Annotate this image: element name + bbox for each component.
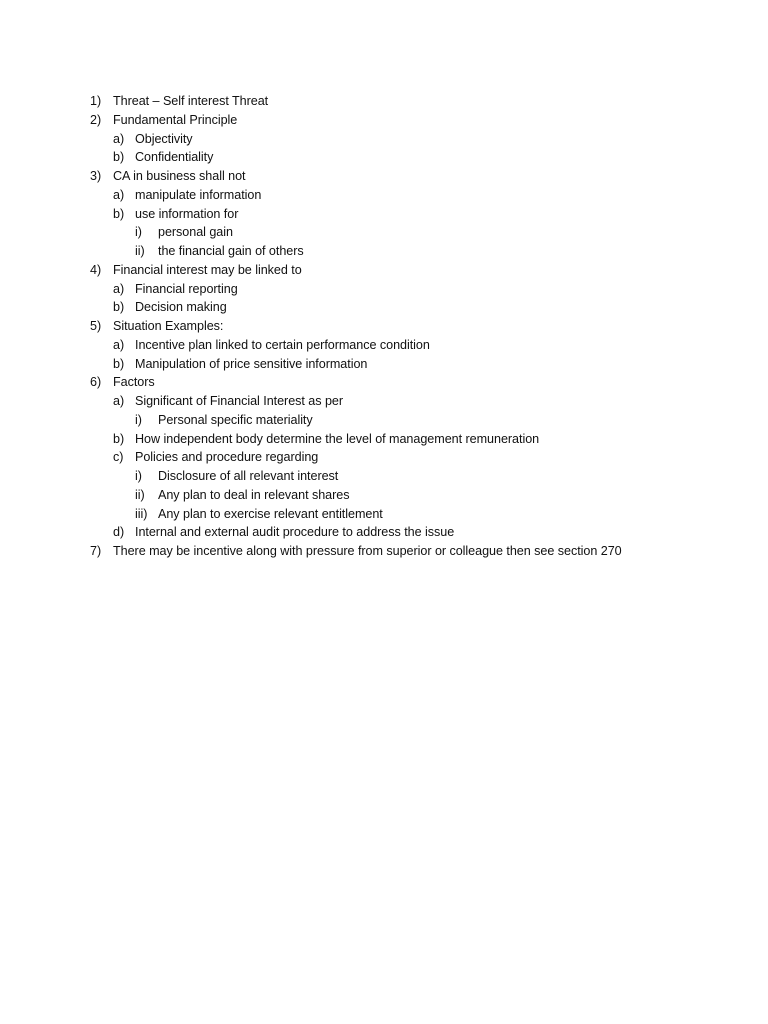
list-item-level-1: [90, 261, 740, 280]
list-marker: a): [113, 394, 125, 408]
list-marker: 3): [90, 169, 102, 183]
list-item-text: Factors: [113, 375, 155, 390]
list-marker: 1): [90, 94, 102, 108]
list-marker: b): [113, 431, 125, 446]
list-item-level-1: [90, 111, 740, 130]
list-marker: c): [113, 450, 124, 465]
list-item-text: How independent body determine the level of management remuneration: [135, 431, 540, 446]
list-marker: a): [113, 337, 125, 352]
list-item-level-2: [90, 448, 740, 467]
list-marker: a): [113, 281, 125, 296]
list-item-text: use information for: [135, 206, 239, 221]
list-item-level-2: [90, 186, 740, 205]
list-item-level-2: [90, 205, 740, 224]
list-item-text: the financial gain of others: [158, 244, 304, 258]
list-item-text: Manipulation of price sensitive information: [135, 356, 368, 371]
list-item-text: Internal and external audit procedure to address the issue: [135, 525, 455, 540]
list-item-text: Decision making: [135, 300, 227, 315]
list-marker: 7): [90, 544, 102, 558]
list-marker: b): [113, 206, 125, 221]
list-item-text: Incentive plan linked to certain performance condition: [135, 337, 430, 352]
list-item-text: Any plan to deal in relevant shares: [158, 487, 350, 502]
list-item-level-2: [90, 392, 740, 411]
list-marker: 6): [90, 375, 102, 390]
list-marker: i): [135, 412, 142, 427]
list-item-text: Significant of Financial Interest as per: [135, 394, 344, 408]
list-item-level-1: [90, 373, 740, 392]
list-marker: i): [135, 225, 142, 240]
list-item-level-3: [90, 467, 740, 486]
list-marker: iii): [135, 506, 148, 521]
list-item-text: manipulate information: [135, 187, 262, 202]
list-item-text: Disclosure of all relevant interest: [158, 469, 339, 483]
list-item-level-2: [90, 130, 740, 149]
list-item-level-2: [90, 280, 740, 299]
list-marker: b): [113, 150, 125, 165]
list-item-level-3: [90, 486, 740, 505]
list-item-level-2: [90, 430, 740, 449]
list-marker: b): [113, 300, 125, 315]
list-marker: a): [113, 131, 125, 146]
list-item-level-2: [90, 523, 740, 542]
list-item-level-2: [90, 336, 740, 355]
list-item-text: Situation Examples:: [113, 319, 224, 333]
list-item-level-1: [90, 542, 740, 561]
list-marker: 2): [90, 112, 102, 127]
list-item-level-2: [90, 355, 740, 374]
list-item-level-1: [90, 92, 740, 111]
list-marker: 5): [90, 319, 102, 333]
outline-list: [90, 92, 740, 561]
list-item-level-3: [90, 505, 740, 524]
list-item-level-3: [90, 411, 740, 430]
list-item-level-2: [90, 148, 740, 167]
list-item-text: Objectivity: [135, 131, 193, 146]
list-item-text: Financial interest may be linked to: [113, 262, 302, 277]
list-item-text: There may be incentive along with pressure from superior or colleague then see section 270: [113, 544, 622, 558]
list-marker: ii): [135, 244, 145, 258]
list-item-level-1: [90, 167, 740, 186]
list-item-text: personal gain: [158, 225, 233, 240]
list-item-level-3: [90, 223, 740, 242]
list-item-text: Any plan to exercise relevant entitlement: [158, 506, 383, 521]
list-item-text: Threat – Self interest Threat: [113, 94, 269, 108]
list-item-text: Fundamental Principle: [113, 112, 238, 127]
list-item-text: CA in business shall not: [113, 169, 246, 183]
list-item-text: Confidentiality: [135, 150, 214, 165]
list-item-level-3: [90, 242, 740, 261]
list-item-text: Financial reporting: [135, 281, 238, 296]
list-marker: i): [135, 469, 142, 483]
list-item-text: Policies and procedure regarding: [135, 450, 319, 465]
list-item-level-2: [90, 298, 740, 317]
list-marker: a): [113, 187, 125, 202]
list-marker: b): [113, 356, 125, 371]
list-item-level-1: [90, 317, 740, 336]
list-marker: ii): [135, 487, 145, 502]
list-item-text: Personal specific materiality: [158, 412, 313, 427]
list-marker: 4): [90, 262, 102, 277]
list-marker: d): [113, 525, 125, 540]
